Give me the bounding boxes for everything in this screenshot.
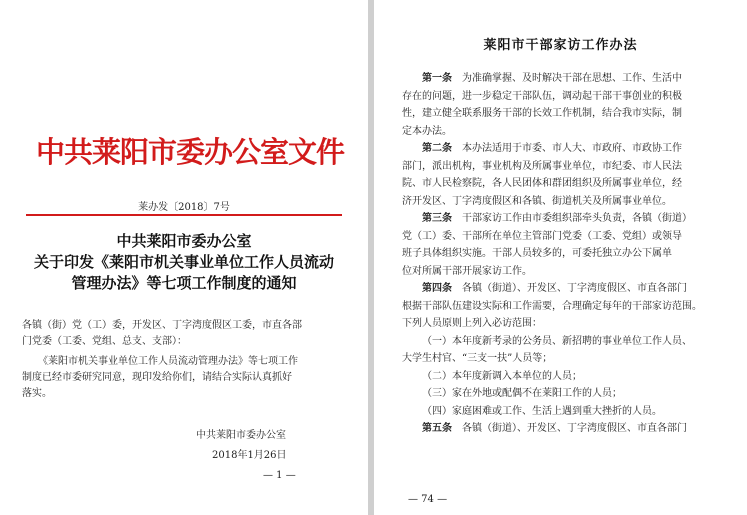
regulation-line: （四）家庭困难或工作、生活上遇到重大挫折的人员。 — [422, 405, 662, 417]
right-page — [374, 0, 747, 515]
regulation-line: 性，建立健全联系服务干部的长效工作机制，结合我市实际，制 — [402, 108, 682, 119]
regulation-line: 定本办法。 — [402, 125, 452, 137]
notice-title-line: 管理办法》等七项工作制度的通知 — [71, 274, 297, 292]
regulation-body — [402, 70, 732, 438]
regulation-line: 济开发区、丁字湾度假区和各镇、街道机关及所属事业单位。 — [402, 195, 672, 207]
document-red-header: 中共莱阳市委办公室文件 — [36, 135, 345, 169]
article-label: 第五条 — [422, 423, 452, 434]
red-divider-line — [26, 214, 342, 216]
regulation-line: 大学生村官、“三支一扶”人员等； — [402, 353, 553, 364]
page-number: — 74 — — [408, 494, 448, 505]
notice-title — [16, 231, 352, 294]
notice-body-line: 《莱阳市机关事业单位工作人员流动管理办法》等七项工作 — [38, 356, 298, 367]
article-label: 第二条 — [422, 143, 452, 154]
regulation-line: 存在的问题，进一步稳定干部队伍，调动起干部干事创业的积极 — [402, 90, 682, 102]
regulation-line: （二）本年度新调入本单位的人员； — [422, 370, 582, 382]
regulation-line: 下列人员原则上列入必访范围： — [402, 318, 542, 329]
regulation-line: （三）家在外地或配偶不在莱阳工作的人员； — [422, 388, 622, 399]
document-number: 莱办发〔2018〕7号 — [138, 202, 230, 213]
regulation-line: 部门，派出机构，事业机构及所属事业单位，市纪委、市人民法 — [402, 160, 682, 172]
notice-body — [22, 354, 342, 402]
regulation-line: 班子具体组织实施。干部人员较多的，可委托独立办公下属单 — [402, 248, 672, 259]
regulation-line: 第一条 为准确掌握、及时解决干部在思想、工作、生活中 — [422, 73, 682, 84]
signature-org: 中共莱阳市委办公室 — [196, 430, 286, 441]
article-label: 第四条 — [422, 283, 452, 294]
regulation-line: 第五条 各镇（街道）、开发区、丁字湾度假区、市直各部门 — [422, 423, 687, 434]
page-number: — 1 — — [263, 470, 296, 481]
regulation-line: 第四条 各镇（街道）、开发区、丁字湾度假区、市直各部门 — [422, 283, 687, 294]
regulation-line: 党（工）委、干部所在单位主管部门党委（工委、党组）或领导 — [402, 230, 682, 242]
recipients-line: 门党委（工委、党组、总支、支部）： — [22, 336, 187, 347]
notice-body-line: 落实。 — [22, 388, 52, 399]
article-label: 第三条 — [422, 213, 452, 224]
recipients — [22, 318, 342, 350]
notice-body-line: 制度已经市委研究同意，现印发给你们，请结合实际认真抓好 — [22, 372, 292, 383]
regulation-line: （一）本年度新考录的公务员、新招聘的事业单位工作人员、 — [422, 335, 692, 347]
signature-date: 2018年1月26日 — [212, 450, 287, 461]
regulation-line: 位对所属干部开展家访工作。 — [402, 265, 532, 277]
regulation-line: 院、市人民检察院，各人民团体和群团组织及所属事业单位，经 — [402, 178, 682, 189]
regulation-line: 根据干部队伍建设实际和工作需要，合理确定每年的干部家访范围。 — [402, 300, 702, 312]
left-page — [0, 0, 368, 515]
recipients-line: 各镇（街）党（工）委，开发区、丁字湾度假区工委，市直各部 — [22, 320, 302, 331]
notice-title-line: 中共莱阳市委办公室 — [116, 232, 252, 250]
regulation-title: 莱阳市干部家访工作办法 — [483, 38, 638, 53]
notice-title-line: 关于印发《莱阳市机关事业单位工作人员流动 — [33, 253, 334, 271]
article-label: 第一条 — [422, 73, 452, 84]
regulation-line: 第三条 干部家访工作由市委组织部牵头负责，各镇（街道） — [422, 213, 692, 224]
regulation-line: 第二条 本办法适用于市委、市人大、市政府、市政协工作 — [422, 143, 682, 154]
